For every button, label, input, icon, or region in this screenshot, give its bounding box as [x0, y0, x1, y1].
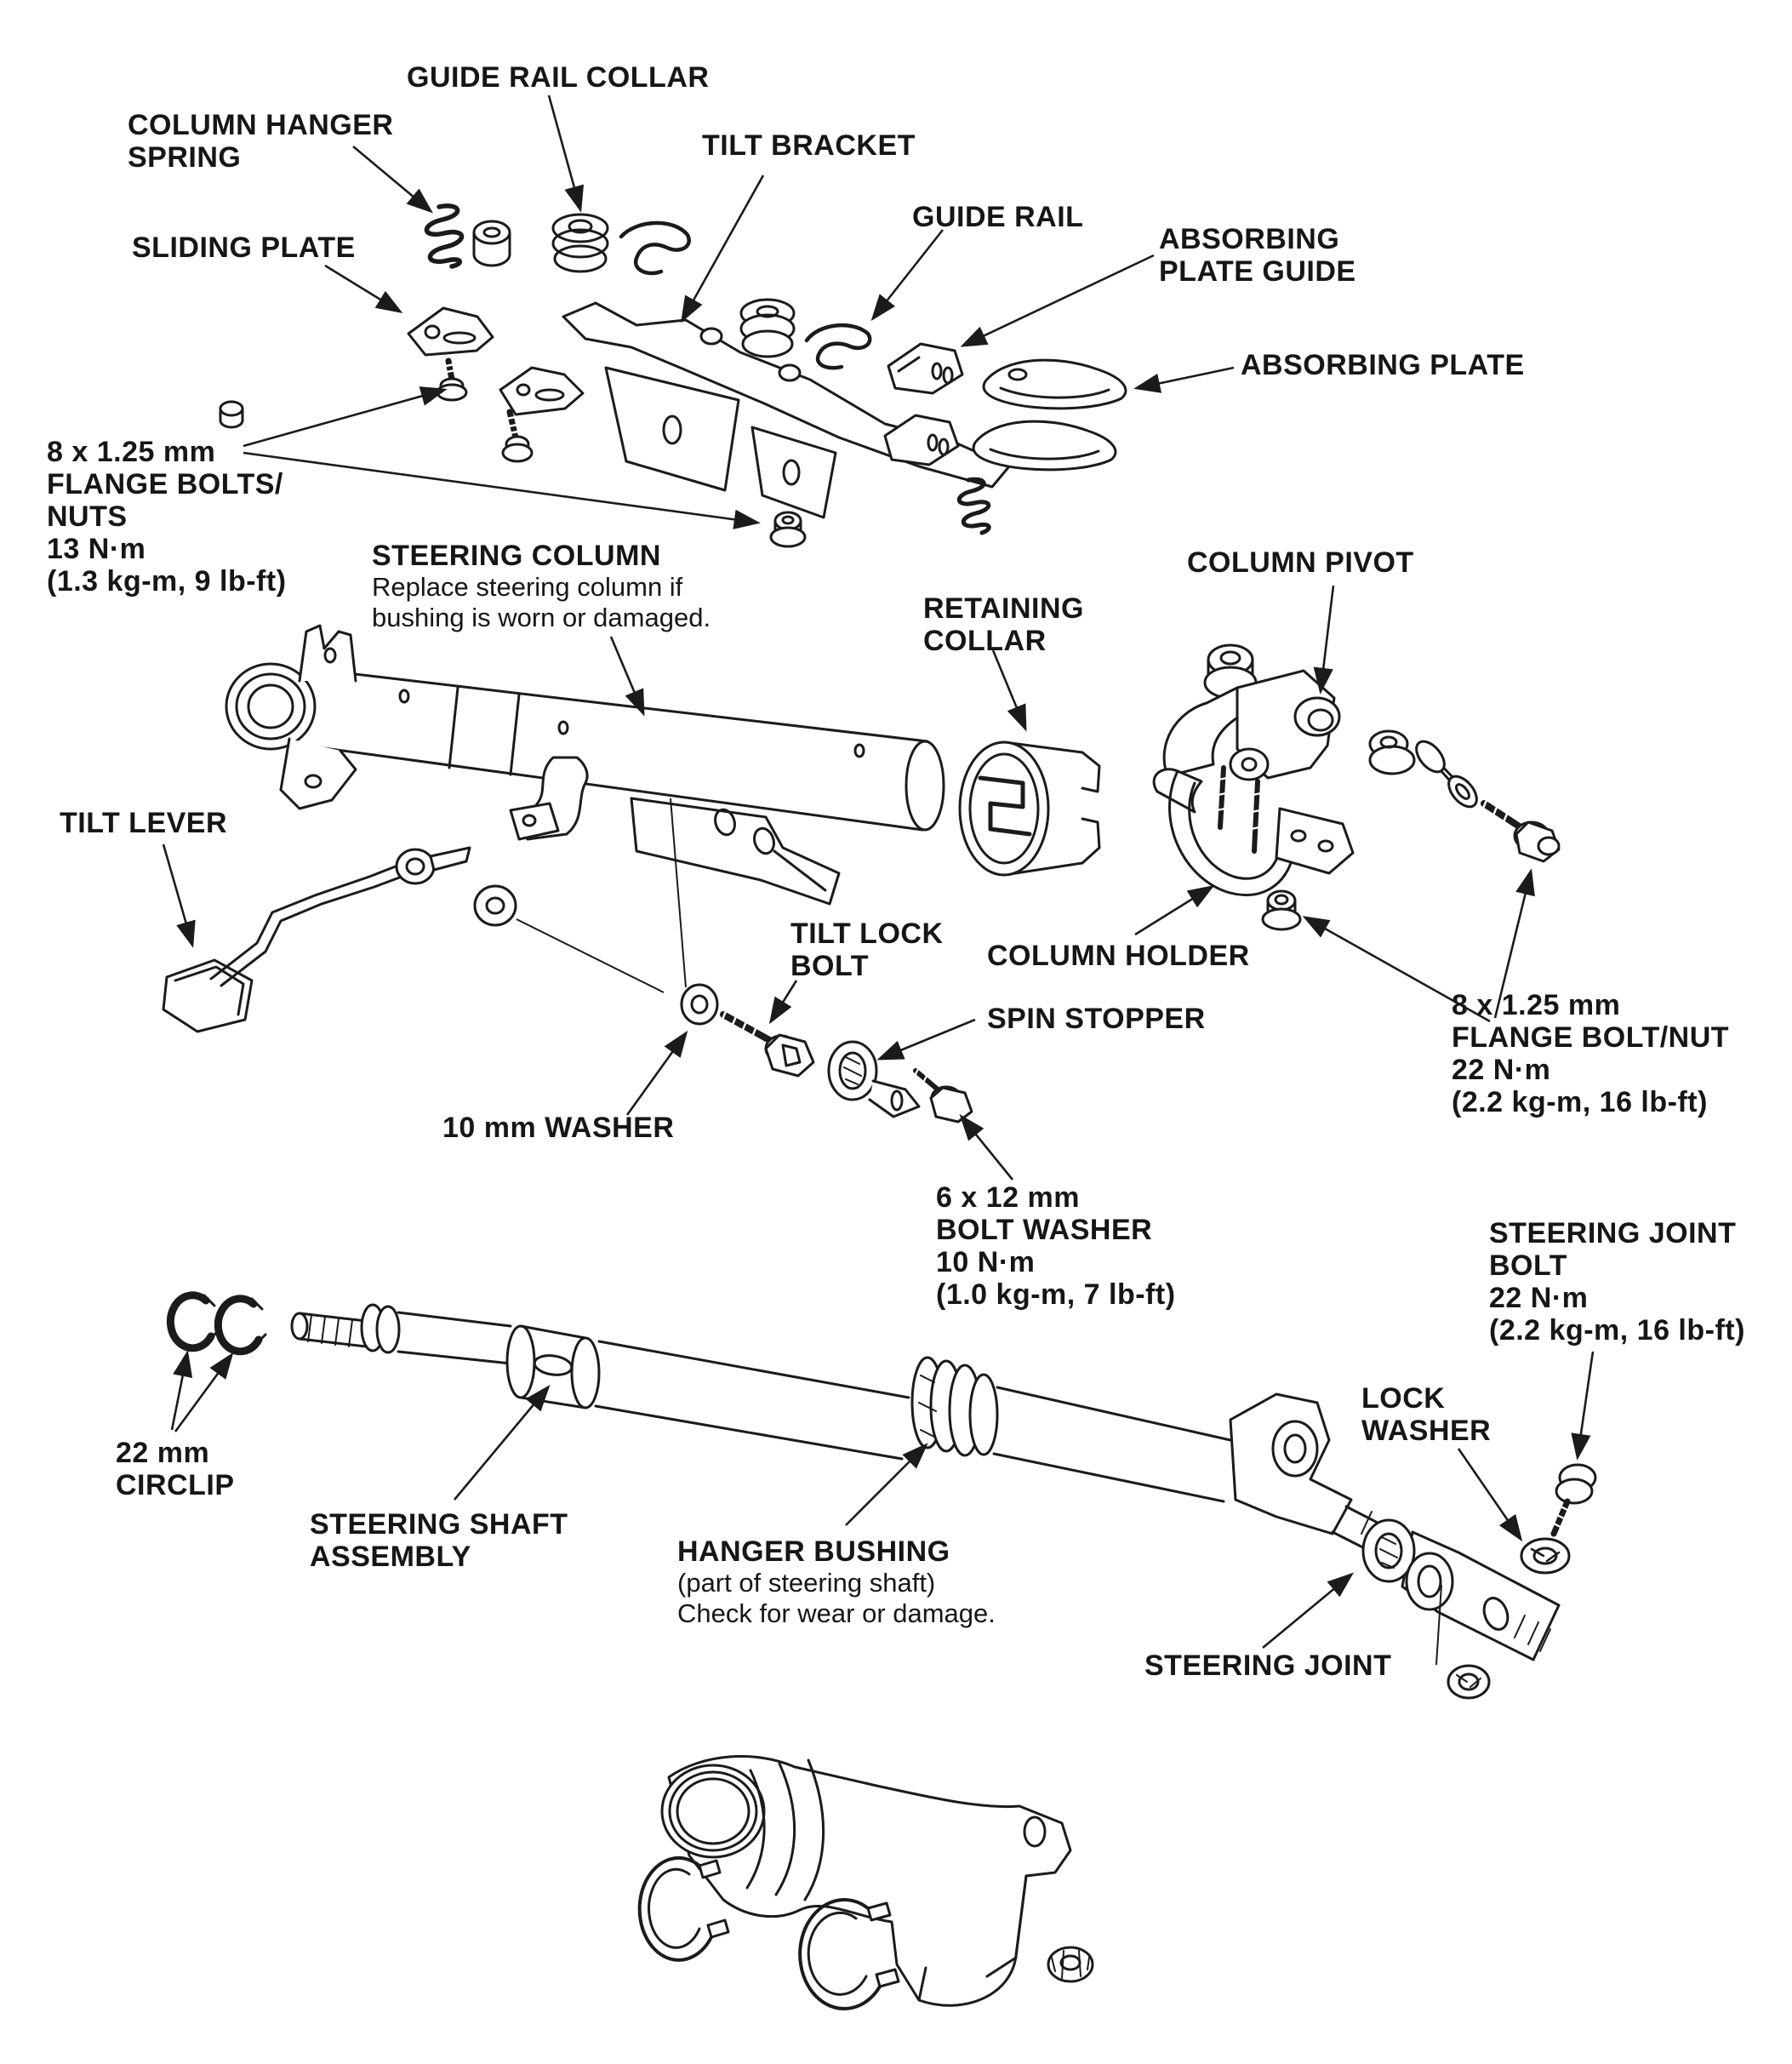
leader-column-hanger-spring [353, 146, 431, 211]
ten-mm-washer-2-part [682, 985, 717, 1024]
leader-flange-bolts-13-a [243, 390, 444, 446]
label-flange-bolt-22-1: 8 x 1.25 mm [1452, 989, 1621, 1021]
leader-spin-stopper [880, 1020, 975, 1059]
label-absorbing-plate-guide-1: ABSORBING [1159, 223, 1340, 255]
circlip-1-part [170, 1295, 218, 1348]
small-nut-part [1048, 1947, 1093, 1981]
leader-steering-column [611, 637, 643, 713]
connector-washer-to-washer [516, 919, 664, 992]
label-circlip-1: 22 mm [116, 1437, 210, 1469]
label-flange-bolt-22-3: 22 N·m [1452, 1054, 1551, 1086]
label-lock-washer-1: LOCK [1361, 1382, 1446, 1415]
leader-lock-washer [1458, 1449, 1521, 1539]
leader-steering-joint-bolt [1578, 1352, 1593, 1457]
label-column-pivot: COLUMN PIVOT [1187, 546, 1414, 579]
tilt-lock-pawl-part [511, 758, 587, 839]
label-tilt-lock-bolt-2: BOLT [790, 950, 870, 982]
label-guide-rail-collar: GUIDE RAIL COLLAR [407, 61, 710, 94]
label-flange-bolt-22-2: FLANGE BOLT/NUT [1452, 1021, 1730, 1054]
label-absorbing-plate-guide-2: PLATE GUIDE [1159, 255, 1356, 288]
label-retaining-collar-1: RETAINING [923, 592, 1084, 625]
label-bolt-washer-6x12-1: 6 x 12 mm [936, 1181, 1080, 1214]
joint-cover-boot-part [662, 1757, 1070, 2006]
leader-steering-shaft-assembly [454, 1387, 548, 1500]
absorbing-plate-part [984, 360, 1126, 409]
leader-absorbing-plate-guide [963, 255, 1154, 346]
label-hanger-bushing: HANGER BUSHING [677, 1535, 950, 1568]
label-column-hanger-spring-1: COLUMN HANGER [128, 109, 394, 141]
leader-absorbing-plate [1137, 368, 1234, 388]
label-steering-joint-bolt-2: BOLT [1489, 1249, 1568, 1282]
leader-tilt-lever [163, 844, 192, 945]
label-steering-joint-bolt-4: (2.2 kg-m, 16 lb-ft) [1489, 1314, 1745, 1346]
guide-rail-top-part [621, 223, 689, 273]
label-ten-mm-washer: 10 mm WASHER [442, 1112, 675, 1144]
guide-rail-collar-part [553, 214, 608, 272]
label-flange-bolt-22-4: (2.2 kg-m, 16 lb-ft) [1452, 1086, 1708, 1118]
label-retaining-collar-2: COLLAR [923, 625, 1047, 657]
flange-nut-2-part [1263, 891, 1300, 929]
label-steering-shaft-assembly-2: ASSEMBLY [310, 1541, 471, 1573]
label-steering-column-note-2: bushing is worn or damaged. [372, 603, 711, 632]
steering-joint-bolt-part [1554, 1465, 1595, 1534]
pivot-bolt-part [1482, 798, 1559, 861]
leader-ten-mm-washer [627, 1033, 686, 1115]
label-flange-bolts-13-2: FLANGE BOLTS/ [47, 468, 283, 500]
leader-bolt-washer-6x12 [962, 1117, 1013, 1180]
label-flange-bolts-13-5: (1.3 kg-m, 9 lb-ft) [47, 565, 287, 597]
leader-column-pivot [1321, 586, 1333, 691]
label-steering-joint-bolt-1: STEERING JOINT [1489, 1217, 1737, 1249]
label-steering-column: STEERING COLUMN [372, 540, 661, 572]
tilt-lock-bolt-part [722, 1009, 813, 1076]
label-absorbing-plate: ABSORBING PLATE [1241, 349, 1525, 381]
leader-guide-rail-collar [549, 95, 580, 209]
leader-sliding-plate [325, 266, 400, 312]
flange-bolt-small-1 [437, 361, 466, 400]
label-steering-column-note-1: Replace steering column if [372, 572, 683, 602]
label-circlip-2: CIRCLIP [116, 1469, 235, 1501]
label-bolt-washer-6x12-3: 10 N·m [936, 1246, 1036, 1278]
retaining-collar-part [960, 742, 1099, 875]
joint-lower-ring-part [1448, 1666, 1489, 1698]
label-hanger-bushing-note-2: Check for wear or damage. [677, 1598, 996, 1628]
label-spin-stopper: SPIN STOPPER [987, 1003, 1206, 1035]
label-tilt-lever: TILT LEVER [60, 807, 228, 839]
label-steering-shaft-assembly-1: STEERING SHAFT [310, 1508, 568, 1541]
label-tilt-bracket: TILT BRACKET [702, 129, 916, 162]
label-steering-joint: STEERING JOINT [1144, 1649, 1392, 1682]
label-hanger-bushing-note-1: (part of steering shaft) [677, 1568, 936, 1598]
lock-washer-part [1521, 1539, 1569, 1573]
leader-tilt-lock-bolt [771, 981, 796, 1021]
guide-rail-collar-2-part [741, 300, 794, 357]
leader-tilt-bracket [682, 175, 763, 320]
label-flange-bolts-13-3: NUTS [47, 500, 128, 533]
leader-guide-rail [873, 230, 943, 318]
boot-clip-2-part [800, 1900, 899, 2009]
steering-column-part [226, 626, 944, 830]
absorbing-spring-part [959, 479, 989, 533]
sliding-plate-2-part [500, 368, 583, 415]
label-lock-washer-2: WASHER [1361, 1415, 1492, 1447]
ten-mm-washer-1-part [475, 886, 516, 925]
label-sliding-plate: SLIDING PLATE [132, 232, 356, 264]
bolt-6x12-part [914, 1067, 972, 1122]
label-guide-rail: GUIDE RAIL [912, 201, 1084, 233]
leader-retaining-collar [993, 650, 1025, 729]
boot-clip-1-part [640, 1858, 728, 1960]
absorbing-plate-2-part [973, 421, 1116, 470]
pivot-bushing-right-part [1370, 731, 1414, 774]
tilt-lever-part [163, 848, 470, 1032]
label-bolt-washer-6x12-4: (1.0 kg-m, 7 lb-ft) [936, 1278, 1176, 1311]
flange-nut-part [771, 512, 805, 546]
spring-cylinder-part [474, 221, 510, 266]
circlip-2-part [218, 1299, 265, 1352]
sliding-plate-part [408, 308, 493, 355]
label-flange-bolts-13-4: 13 N·m [47, 533, 146, 565]
label-column-holder: COLUMN HOLDER [987, 940, 1250, 972]
pivot-spacer-part [1411, 736, 1481, 812]
steering-joint-part [1363, 1520, 1559, 1660]
grommet-part [220, 402, 243, 427]
leader-column-holder [1135, 887, 1212, 935]
label-tilt-lock-bolt-1: TILT LOCK [790, 918, 944, 950]
label-steering-joint-bolt-3: 22 N·m [1489, 1282, 1589, 1314]
flange-bolt-small-2 [503, 412, 532, 461]
absorbing-plate-guide-part [888, 344, 962, 393]
leader-steering-joint [1263, 1575, 1351, 1648]
guide-rail-part [807, 325, 870, 368]
labels [47, 61, 1745, 1682]
spin-stopper-part [829, 1042, 919, 1117]
label-column-hanger-spring-2: SPRING [128, 141, 242, 174]
label-bolt-washer-6x12-2: BOLT WASHER [936, 1214, 1153, 1246]
column-hanger-spring-part [426, 206, 461, 266]
label-flange-bolts-13-1: 8 x 1.25 mm [47, 436, 216, 468]
